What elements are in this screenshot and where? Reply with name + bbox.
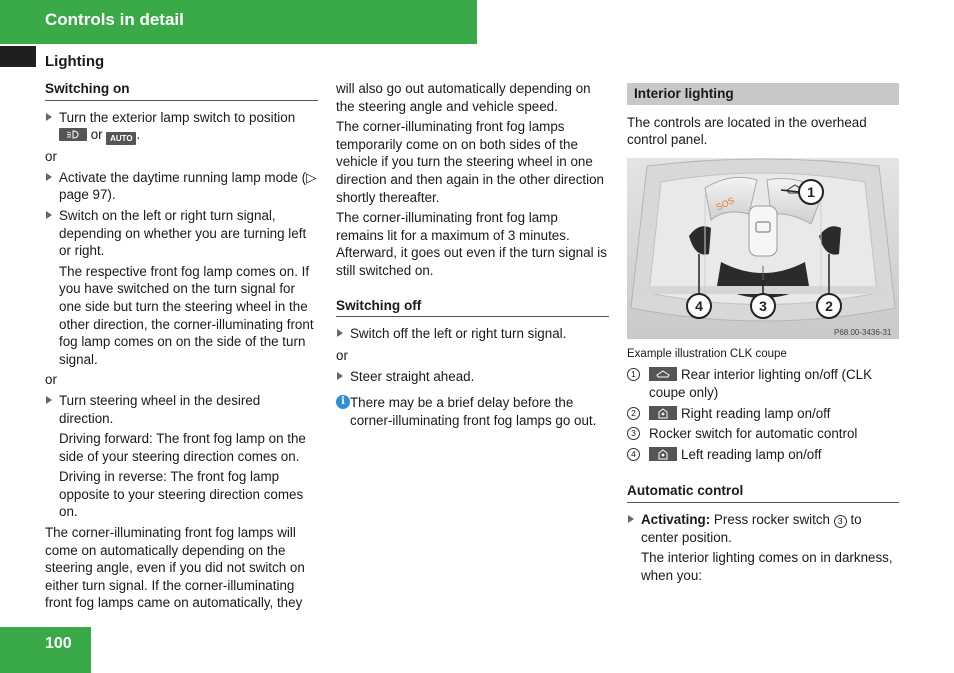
bullet-arrow-icon [46,173,52,181]
header-bar [0,0,477,44]
bullet-arrow-icon [337,329,343,337]
paragraph: The corner-illuminating front fog lamps temporarily come on on both sides of the vehicle if you turn the steering wheel in one direction and then again in the other direction shortly thereafter. [336,119,604,205]
legend-item-1: 1 Rear interior lighting on/off (CLK coupe only) [627,366,899,401]
section-title: Lighting [45,53,105,70]
bullet-arrow-icon [46,396,52,404]
bullet-arrow-icon [628,515,634,523]
auto-symbol-icon: AUTO [106,132,136,145]
subhead-automatic-control: Automatic control [627,482,899,503]
subhead-switching-off: Switching off [336,297,609,318]
bullet-arrow-icon [46,113,52,121]
step-turn-signal: Switch on the left or right turn signal, depending on whether you are turning left or right. The respective front fog lamp comes on. If you have switched on the turn signal for one side but turn the steering wheel in the other direction, the corner-illuminating front fog lamp comes on on the side of the turn signal. [45,207,318,368]
bullet-arrow-icon [46,211,52,219]
paragraph: The corner-illuminating front fog lamp remains lit for a maximum of 3 minutes. Afterward, it goes out even if the turn signal is still switched on. [336,210,607,278]
heading-interior-lighting: Interior lighting [627,83,899,105]
paragraph-auto-fog: The corner-illuminating front fog lamps will come on automatically depending on the steering angle, even if you did not switch on either turn signal. If the corner-illuminating front fog lamps came on automatically, they [45,525,305,611]
figure-caption: Example illustration CLK coupe [627,347,787,360]
step-steer-straight: Steer straight ahead. [336,368,609,386]
step-activating: Activating: Press rocker switch 3 to center position. The interior lighting comes on in darkness, when you: [627,511,899,584]
or-text: or [45,372,57,388]
rear-interior-light-icon [649,367,677,381]
step-switch-off-signal: Switch off the left or right turn signal. [336,325,609,343]
page-number: 100 [45,635,72,652]
column-middle [336,80,609,429]
overhead-control-panel-figure [627,158,899,339]
paragraph: will also go out automatically depending on the steering angle and vehicle speed. [336,81,591,114]
sos-label: SOS [714,194,736,213]
left-reading-lamp-icon [649,447,677,461]
step-exterior-lamp-switch: Turn the exterior lamp switch to position or AUTO . [45,109,318,146]
callout-4: 4 [695,297,703,314]
legend-item-4: 4 Left reading lamp on/off [627,446,899,464]
callout-2: 2 [825,297,833,314]
or-text: or [45,149,57,165]
column-left [45,80,318,615]
section-marker [0,46,36,67]
callout-3: 3 [759,297,767,314]
paragraph: The controls are located in the overhead control panel. [627,114,867,148]
figure-code: P68.00-3436-31 [834,327,892,337]
chapter-title: Controls in detail [45,10,184,29]
info-icon: i [336,395,350,409]
subhead-switching-on: Switching on [45,80,318,101]
page-number-box [0,627,91,673]
callout-1: 1 [807,183,815,200]
overhead-panel-illustration [627,158,899,339]
right-reading-lamp-icon [649,406,677,420]
or-text: or [336,347,348,363]
legend-item-2: 2 Right reading lamp on/off [627,405,899,423]
info-note: i There may be a brief delay before the corner-illuminating front fog lamps go out. [336,394,609,429]
legend-item-3: 3 Rocker switch for automatic control [627,425,899,443]
low-beam-symbol-icon [59,128,87,141]
step-steering-wheel: Turn steering wheel in the desired direction. Driving forward: The front fog lamp on the side of your steering direction comes on. Driving in reverse: The front fog lamp opposite to your steering direction comes on. [45,392,318,521]
column-right [627,80,899,587]
step-daytime-running: Activate the daytime running lamp mode (▷ page 97). [45,169,318,204]
bullet-arrow-icon [337,372,343,380]
